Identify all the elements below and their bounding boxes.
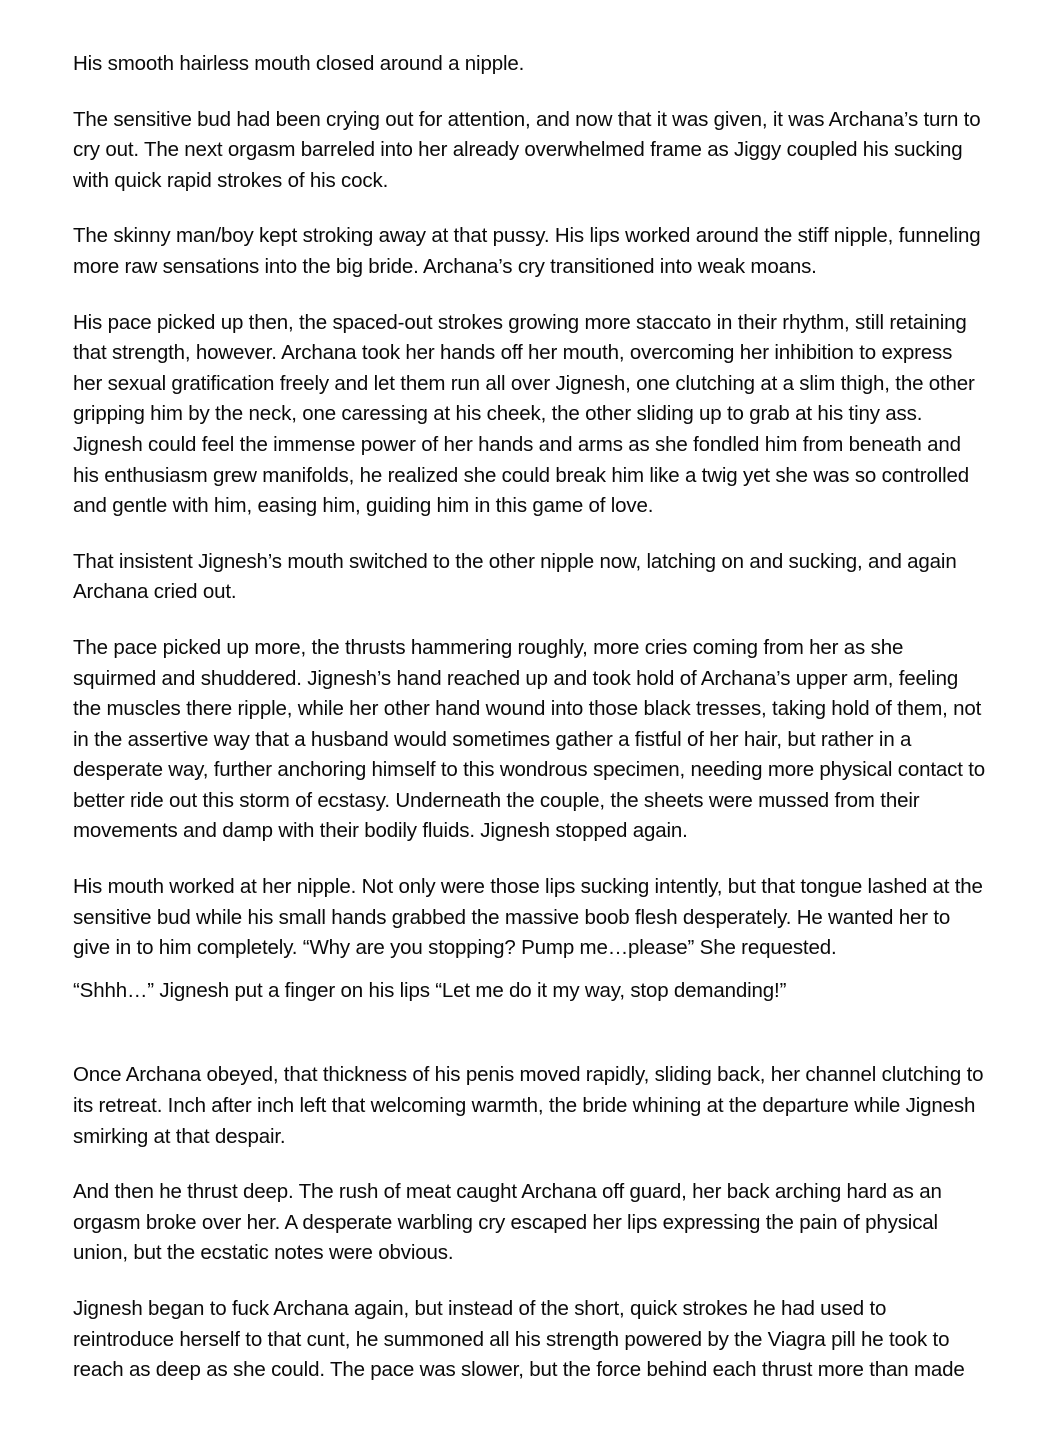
paragraph: Jignesh began to fuck Archana again, but instead of the short, quick strokes he had used to reintroduce herself to that cunt, he summoned all his strength powered by the Viagra pill he took to reach as deep as she could. The pace was slower, but the force behind each thrust more than made [73,1297,965,1382]
paragraph: The skinny man/boy kept stroking away at that pussy. His lips worked around the stiff nipple, funneling more raw sensations into the big bride. Archana’s cry transitioned into weak moans. [73,224,981,278]
paragraph: The sensitive bud had been crying out for attention, and now that it was given, it was Archana’s turn to cry out. The next orgasm barreled into her already overwhelmed frame as Jiggy coupled his sucking with quick rapid strokes of his cock. [73,107,981,192]
paragraph: His smooth hairless mouth closed around a nipple. [73,52,525,75]
paragraph: Once Archana obeyed, that thickness of his penis moved rapidly, sliding back, her channel clutching to its retreat. Inch after inch left that welcoming warmth, the bride whining at the departure while Jignesh smirking at that despair. [73,1063,984,1148]
paragraph: That insistent Jignesh’s mouth switched to the other nipple now, latching on and sucking, and again Archana cried out. [73,549,957,604]
paragraph-dialogue: “Shhh…” Jignesh put a finger on his lips “Let me do it my way, stop demanding!” [73,978,787,1002]
document-text-column [73,49,986,1386]
paragraph: And then he thrust deep. The rush of meat caught Archana off guard, her back arching hard as an orgasm broke over her. A desperate warbling cry escaped her lips expressing the pain of physical union, but the ecstatic notes were obvious. [73,1180,942,1265]
paragraph: His mouth worked at her nipple. Not only were those lips sucking intently, but that tongue lashed at the sensitive bud while his small hands grabbed the massive boob flesh desperately. He wanted her to give in to him completely. “Why are you stopping? Pump me…please” She requested. [73,875,983,960]
paragraph: The pace picked up more, the thrusts hammering roughly, more cries coming from her as she squirmed and shuddered. Jignesh’s hand reached up and took hold of Archana’s upper arm, feeling the muscles there ripple, while her other hand wound into those black tresses, taking hold of them, not in the assertive way that a husband would sometimes gather a fistful of her hair, but rather in a desperate way, further anchoring himself to this wondrous specimen, needing more physical contact to better ride out this storm of ecstasy. Underneath the couple, the sheets were mussed from their movements and damp with their bodily fluids. Jignesh stopped again. [73,635,986,843]
paragraph: His pace picked up then, the spaced-out strokes growing more staccato in their rhythm, still retaining that strength, however. Archana took her hands off her mouth, overcoming her inhibition to express her sexual gratification freely and let them run all over Jignesh, one clutching at a slim thigh, the other gripping him by the neck, one caressing at his cheek, the other sliding up to grab at his tiny ass. Jignesh could feel the immense power of her hands and arms as she fondled him from beneath and his enthusiasm grew manifolds, he realized she could break him like a twig yet she was so controlled and gentle with him, easing him, guiding him in this game of love. [73,310,975,518]
